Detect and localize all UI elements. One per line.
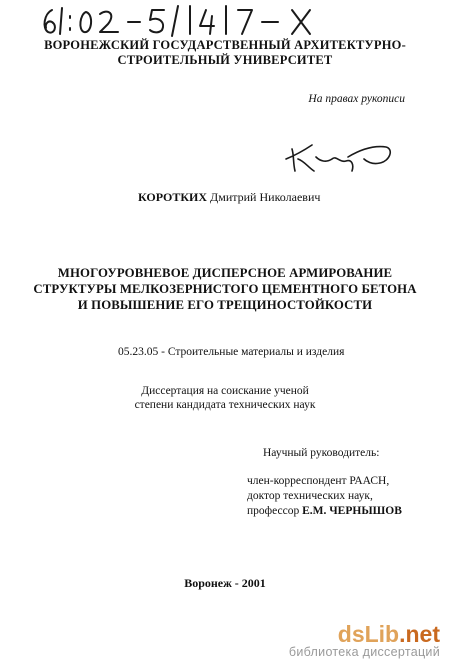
specialty <box>118 346 344 358</box>
specialty-name: Строительные материалы и изделия <box>167 346 345 358</box>
author-name <box>138 190 320 205</box>
handwritten-archive-code <box>38 2 368 38</box>
place-and-year: Воронеж - 2001 <box>184 576 266 590</box>
manuscript-rights-note: На правах рукописи <box>308 93 405 105</box>
advisor-title: профессор <box>247 505 300 517</box>
advisor-line-2: доктор технических наук, <box>247 490 373 502</box>
dissertation-title-line-1: МНОГОУРОВНЕВОЕ ДИСПЕРСНОЕ АРМИРОВАНИЕ <box>57 266 393 280</box>
advisor-line-3 <box>247 504 402 519</box>
degree-line-1: Диссертация на соискание ученой <box>141 385 309 397</box>
dslib-watermark[interactable] <box>289 623 440 659</box>
logo-part-2: .net <box>399 621 440 647</box>
watermark-caption: библиотека диссертаций <box>288 645 440 659</box>
degree-line-2: степени кандидата технических наук <box>134 399 316 411</box>
handwritten-signature <box>282 137 402 175</box>
dslib-logo <box>289 623 440 645</box>
logo-part-1: dsLib <box>337 621 400 647</box>
advisor-name: Е.М. ЧЕРНЫШОВ <box>302 505 402 517</box>
advisor-line-1: член-корреспондент РААСН, <box>247 475 390 487</box>
institution-line-1: ВОРОНЕЖСКИЙ ГОСУДАРСТВЕННЫЙ АРХИТЕКТУРНО- <box>44 38 406 52</box>
institution-line-2: СТРОИТЕЛЬНЫЙ УНИВЕРСИТЕТ <box>117 53 333 67</box>
dissertation-title-line-3: И ПОВЫШЕНИЕ ЕГО ТРЕЩИНОСТОЙКОСТИ <box>77 298 373 312</box>
author-surname: КОРОТКИХ <box>138 190 208 204</box>
specialty-code: 05.23.05 - <box>118 346 165 358</box>
advisor-label: Научный руководитель: <box>263 447 380 459</box>
dissertation-title-line-2: СТРУКТУРЫ МЕЛКОЗЕРНИСТОГО ЦЕМЕНТНОГО БЕТОНА <box>33 282 417 296</box>
author-given-names: Дмитрий Николаевич <box>210 190 321 204</box>
